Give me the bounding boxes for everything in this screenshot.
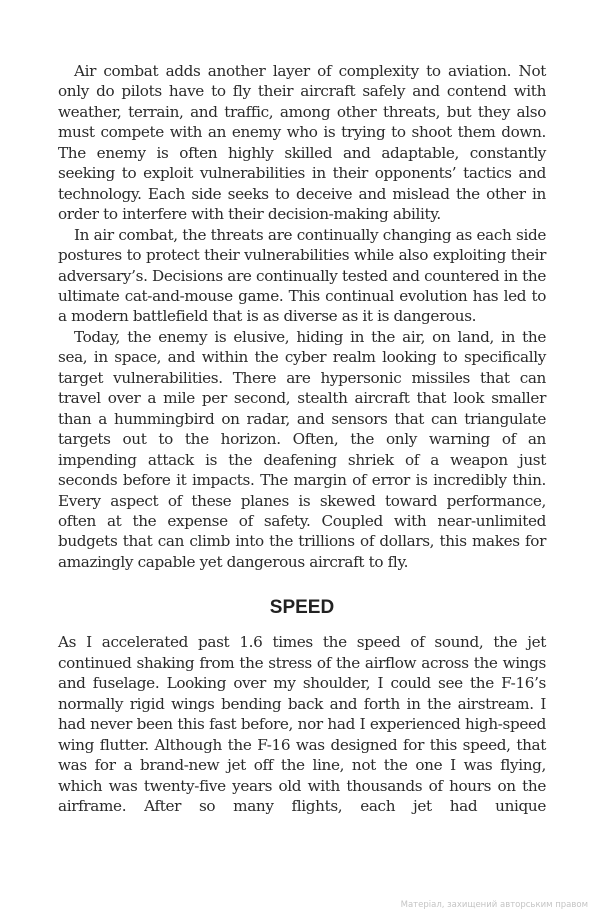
paragraph-air-combat-intro: Air combat adds another layer of complexity to aviation. Not only do pilots have to fly their aircraft safely and contend with weather, terrain, and traffic, among other threats, but they also must compete with an enemy who is trying to shoot them down. The enemy is often highly skilled and adaptable, constantly seeking to exploit vulnerabilities in their opponents’ tactics and technology. Each side seeks to deceive and mislead the other in order to interfere with their decision-making ability. xyxy=(58,62,546,224)
copyright-watermark: Матеріал, захищений авторським правом xyxy=(400,900,588,910)
section-heading-speed: SPEED xyxy=(269,597,335,619)
paragraph-elusive-enemy: Today, the enemy is elusive, hiding in the air, on land, in the sea, in space, and within the cyber realm looking to specifically target vulnerabilities. There are hypersonic missiles that can travel over a mile per second, stealth aircraft that look smaller than a hummingbird on radar, and sensors that can triangulate targets out to the horizon. Often, the only warning of an impending attack is the deafening shriek of a weapon just seconds before it impacts. The margin of error is incredibly thin. Every aspect of these planes is skewed toward performance, often at the expense of safety. Coupled with near-unlimited budgets that can climb into the trillions of dollars, this makes for amazingly capable yet dangerous aircraft to fly. xyxy=(58,327,546,571)
paragraph-threats-changing: In air combat, the threats are continually changing as each side postures to protect their vulnerabilities while also exploiting their adversary’s. Decisions are continually tested and countered in the ultimate cat-and-mouse game. This continual evolution has led to a modern battlefield that is as diverse as it is dangerous. xyxy=(58,225,546,326)
paragraph-speed-intro: As I accelerated past 1.6 times the speed of sound, the jet continued shaking from the stress of the airflow across the wings and fuselage. Looking over my shoulder, I could see the F-16’s normally rigid wings bending back and forth in the airstream. I had never been this fast before, nor had I experienced high-speed wing flutter. Although the F-16 was designed for this speed, that was for a brand-new jet off the line, not the one I was flying, which was twenty-five years old with thousands of hours on the airframe. After so many flights, each jet had unique xyxy=(58,633,546,815)
book-page xyxy=(58,61,546,816)
